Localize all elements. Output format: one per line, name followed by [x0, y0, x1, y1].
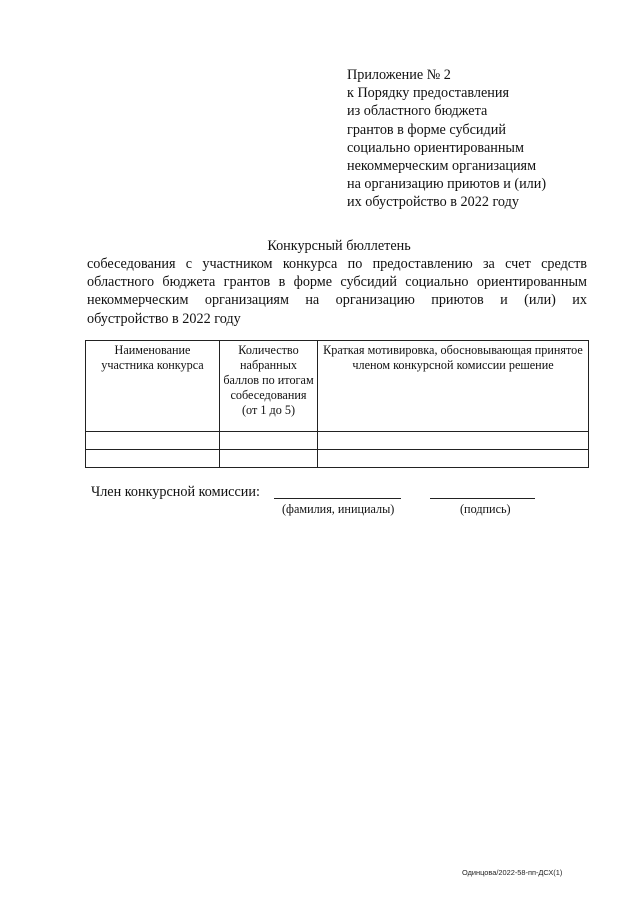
ballot-table — [85, 340, 589, 468]
column-header-score: Количество набранных баллов по итогам собеседования (от 1 до 5) — [220, 341, 318, 432]
document-subtitle — [87, 255, 587, 328]
signature-label: Член конкурсной комиссии: — [91, 484, 260, 500]
table-header-row — [86, 341, 589, 432]
table-row — [86, 432, 589, 450]
column-header-participant: Наименование участника конкурса — [86, 341, 220, 432]
table-cell[interactable] — [318, 432, 589, 450]
table-cell[interactable] — [220, 450, 318, 468]
table-cell[interactable] — [86, 450, 220, 468]
footer-code: Одинцова/2022-58-пп-ДСХ(1) — [462, 868, 563, 877]
appendix-line: некоммерческим организациям — [347, 158, 537, 175]
appendix-line: грантов в форме субсидий — [347, 121, 506, 138]
signature-hint: (подпись) — [460, 502, 511, 516]
subtitle-line: областного бюджета грантов в форме субсидий социально ориентированным — [87, 274, 587, 291]
table-row — [86, 450, 589, 468]
appendix-line: на организацию приютов и (или) — [347, 176, 547, 193]
column-header-motivation: Краткая мотивировка, обосновывающая принятое членом конкурсной комиссии решение — [318, 341, 589, 432]
table-cell[interactable] — [86, 432, 220, 450]
appendix-header — [347, 66, 617, 212]
table-cell[interactable] — [318, 450, 589, 468]
appendix-line: к Порядку предоставления — [347, 85, 509, 102]
signature-line[interactable] — [430, 498, 535, 499]
name-hint: (фамилия, инициалы) — [282, 502, 395, 516]
appendix-line: из областного бюджета — [347, 103, 488, 120]
subtitle-line: собеседования с участником конкурса по предоставлению за счет средств — [87, 256, 587, 272]
table-cell[interactable] — [220, 432, 318, 450]
appendix-line: их обустройство в 2022 году — [347, 194, 519, 211]
appendix-line: социально ориентированным — [347, 139, 524, 156]
subtitle-line: обустройство в 2022 году — [87, 310, 241, 327]
appendix-line: Приложение № 2 — [347, 67, 451, 83]
subtitle-line: некоммерческим организациям на организацию приютов и (или) их — [87, 292, 587, 309]
name-signature-line[interactable] — [274, 498, 401, 499]
document-title: Конкурсный бюллетень — [267, 238, 411, 254]
